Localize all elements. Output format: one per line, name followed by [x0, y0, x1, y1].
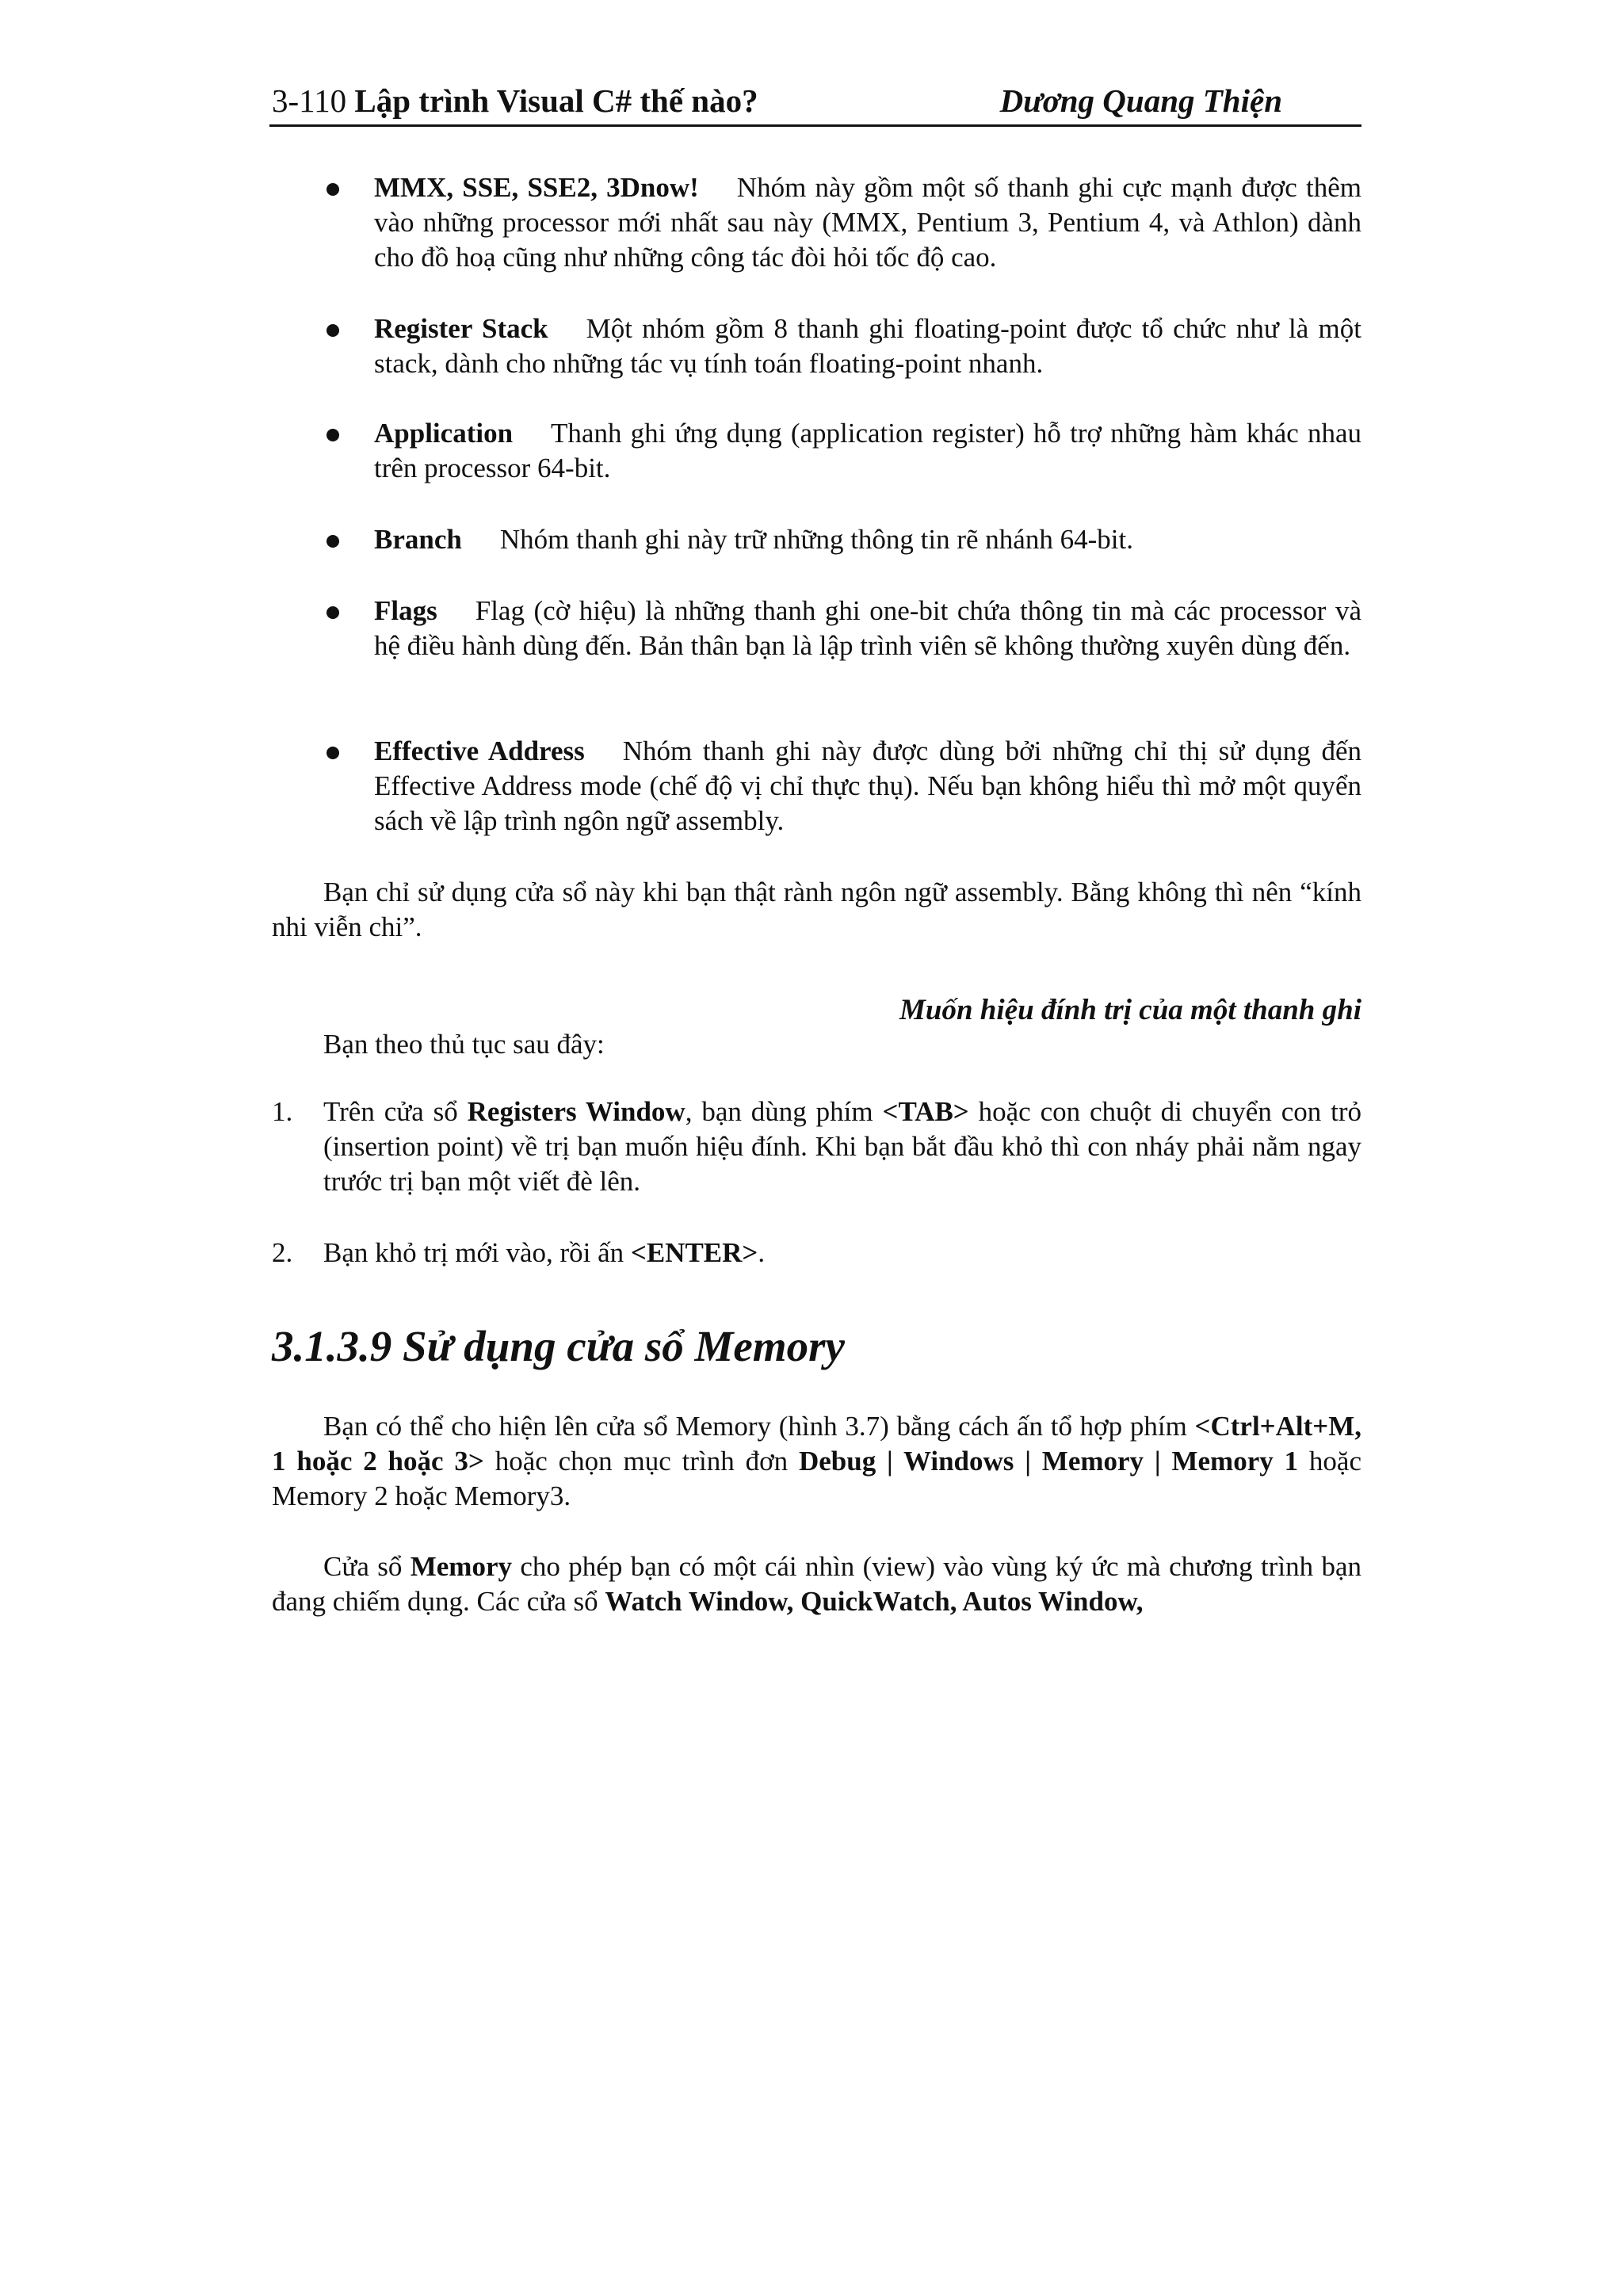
step-number: 2. — [272, 1237, 293, 1268]
step-keyword: Registers Window — [467, 1096, 685, 1127]
section-title: 3.1.3.9 Sử dụng cửa sổ Memory — [272, 1322, 845, 1370]
paragraph-text: Cửa sổ — [323, 1551, 411, 1582]
bullet-term: Register Stack — [374, 313, 548, 344]
bullet-marker — [327, 324, 339, 337]
bullet-marker — [327, 535, 339, 548]
bullet-description: Nhóm thanh ghi này được dùng bởi những chỉ thị sử dụng đến Effective Address mode (chế độ vị chỉ thực thụ). Nếu bạn không hiểu thì mở một quyển sách về lập trình ngôn ngữ assembly. — [374, 735, 1361, 836]
step-text: Bạn khỏ trị mới vào, rồi ấn — [323, 1237, 631, 1268]
window-names: Watch Window, QuickWatch, Autos Window, — [605, 1586, 1144, 1617]
bullet-term: Effective Address — [374, 735, 585, 766]
step-text: Trên cửa sổ — [323, 1096, 468, 1127]
book-title: Lập trình Visual C# thế nào? — [354, 82, 758, 119]
shortcut-keys: <Ctrl+Alt+M, 1 hoặc 2 hoặc 3> — [272, 1411, 1361, 1477]
memory-paragraph-2 — [272, 1549, 1361, 1619]
bullet-description: Thanh ghi ứng dụng (application register) hỗ trợ những hàm khác nhau trên processor 64-bit. — [374, 418, 1361, 483]
page-header — [272, 76, 1361, 125]
step-text: . — [758, 1237, 766, 1268]
bullet-term: Branch — [374, 524, 462, 555]
usage-paragraph — [272, 875, 1361, 945]
procedure-subheading: Muốn hiệu đính trị của một thanh ghi — [899, 994, 1361, 1026]
step-text: hoặc con chuột di chuyển con trỏ (insertion point) về trị bạn muốn hiệu đính. Khi bạn bắt đầu khỏ thì con nháy phải nằm ngay trước trị bạn một viết đè lên. — [323, 1096, 1362, 1197]
usage-text: Bạn chỉ sử dụng cửa sổ này khi bạn thật rành ngôn ngữ assembly. Bằng không thì nên “kính nhi viễn chi”. — [272, 877, 1361, 942]
bullet-description: Nhóm thanh ghi này trữ những thông tin rẽ nhánh 64-bit. — [499, 524, 1133, 555]
bullet-item-branch — [374, 522, 1361, 557]
bullet-item-application — [374, 416, 1361, 486]
step-item-2 — [323, 1236, 1361, 1270]
step-item-1 — [323, 1095, 1361, 1199]
procedure-intro — [323, 1027, 1361, 1062]
bullet-description: Nhóm này gồm một số thanh ghi cực mạnh được thêm vào những processor mới nhất sau này (MMX, Pentium 3, Pentium 4, và Athlon) dành cho đồ hoạ cũng như những công tác đòi hỏi tốc độ cao. — [374, 172, 1361, 273]
step-text: , bạn dùng phím — [685, 1096, 883, 1127]
bullet-description: Một nhóm gồm 8 thanh ghi floating-point được tổ chức như là một stack, dành cho những tác vụ tính toán floating-point nhanh. — [374, 313, 1361, 379]
bullet-item-register-stack — [374, 311, 1361, 381]
page-number: 3-110 — [272, 82, 347, 119]
bullet-term: MMX, SSE, SSE2, 3Dnow! — [374, 172, 699, 203]
header-rule — [269, 124, 1361, 127]
bullet-item-flags — [374, 594, 1361, 663]
paragraph-text: Bạn có thể cho hiện lên cửa sổ Memory (hình 3.7) bằng cách ấn tổ hợp phím — [323, 1411, 1195, 1442]
bullet-marker — [327, 606, 339, 619]
step-number: 1. — [272, 1096, 293, 1127]
memory-paragraph-1 — [272, 1409, 1361, 1514]
window-name: Memory — [410, 1551, 512, 1582]
bullet-term: Application — [374, 418, 514, 449]
step-key: <ENTER> — [630, 1237, 758, 1268]
bullet-term: Flags — [374, 595, 437, 626]
procedure-intro-text: Bạn theo thủ tục sau đây: — [323, 1029, 605, 1060]
bullet-marker — [327, 183, 339, 196]
step-key: <TAB> — [882, 1096, 969, 1127]
author-name: Dương Quang Thiện — [999, 82, 1282, 119]
menu-path: Debug | Windows | Memory | Memory 1 — [798, 1446, 1299, 1477]
paragraph-text: hoặc chọn mục trình đơn — [483, 1446, 799, 1477]
bullet-item-effective-address — [374, 734, 1361, 839]
bullet-description: Flag (cờ hiệu) là những thanh ghi one-bit chứa thông tin mà các processor và hệ điều hành dùng đến. Bản thân bạn là lập trình viên sẽ không thường xuyên dùng đến. — [374, 595, 1361, 661]
bullet-item-mmx — [374, 170, 1361, 275]
paragraph-text: hoặc Memory 2 hoặc Memory3. — [272, 1446, 1361, 1511]
bullet-marker — [327, 747, 339, 759]
paragraph-text: cho phép bạn có một cái nhìn (view) vào vùng ký ức mà chương trình bạn đang chiếm dụng. Các cửa sổ — [272, 1551, 1361, 1617]
bullet-marker — [327, 429, 339, 441]
